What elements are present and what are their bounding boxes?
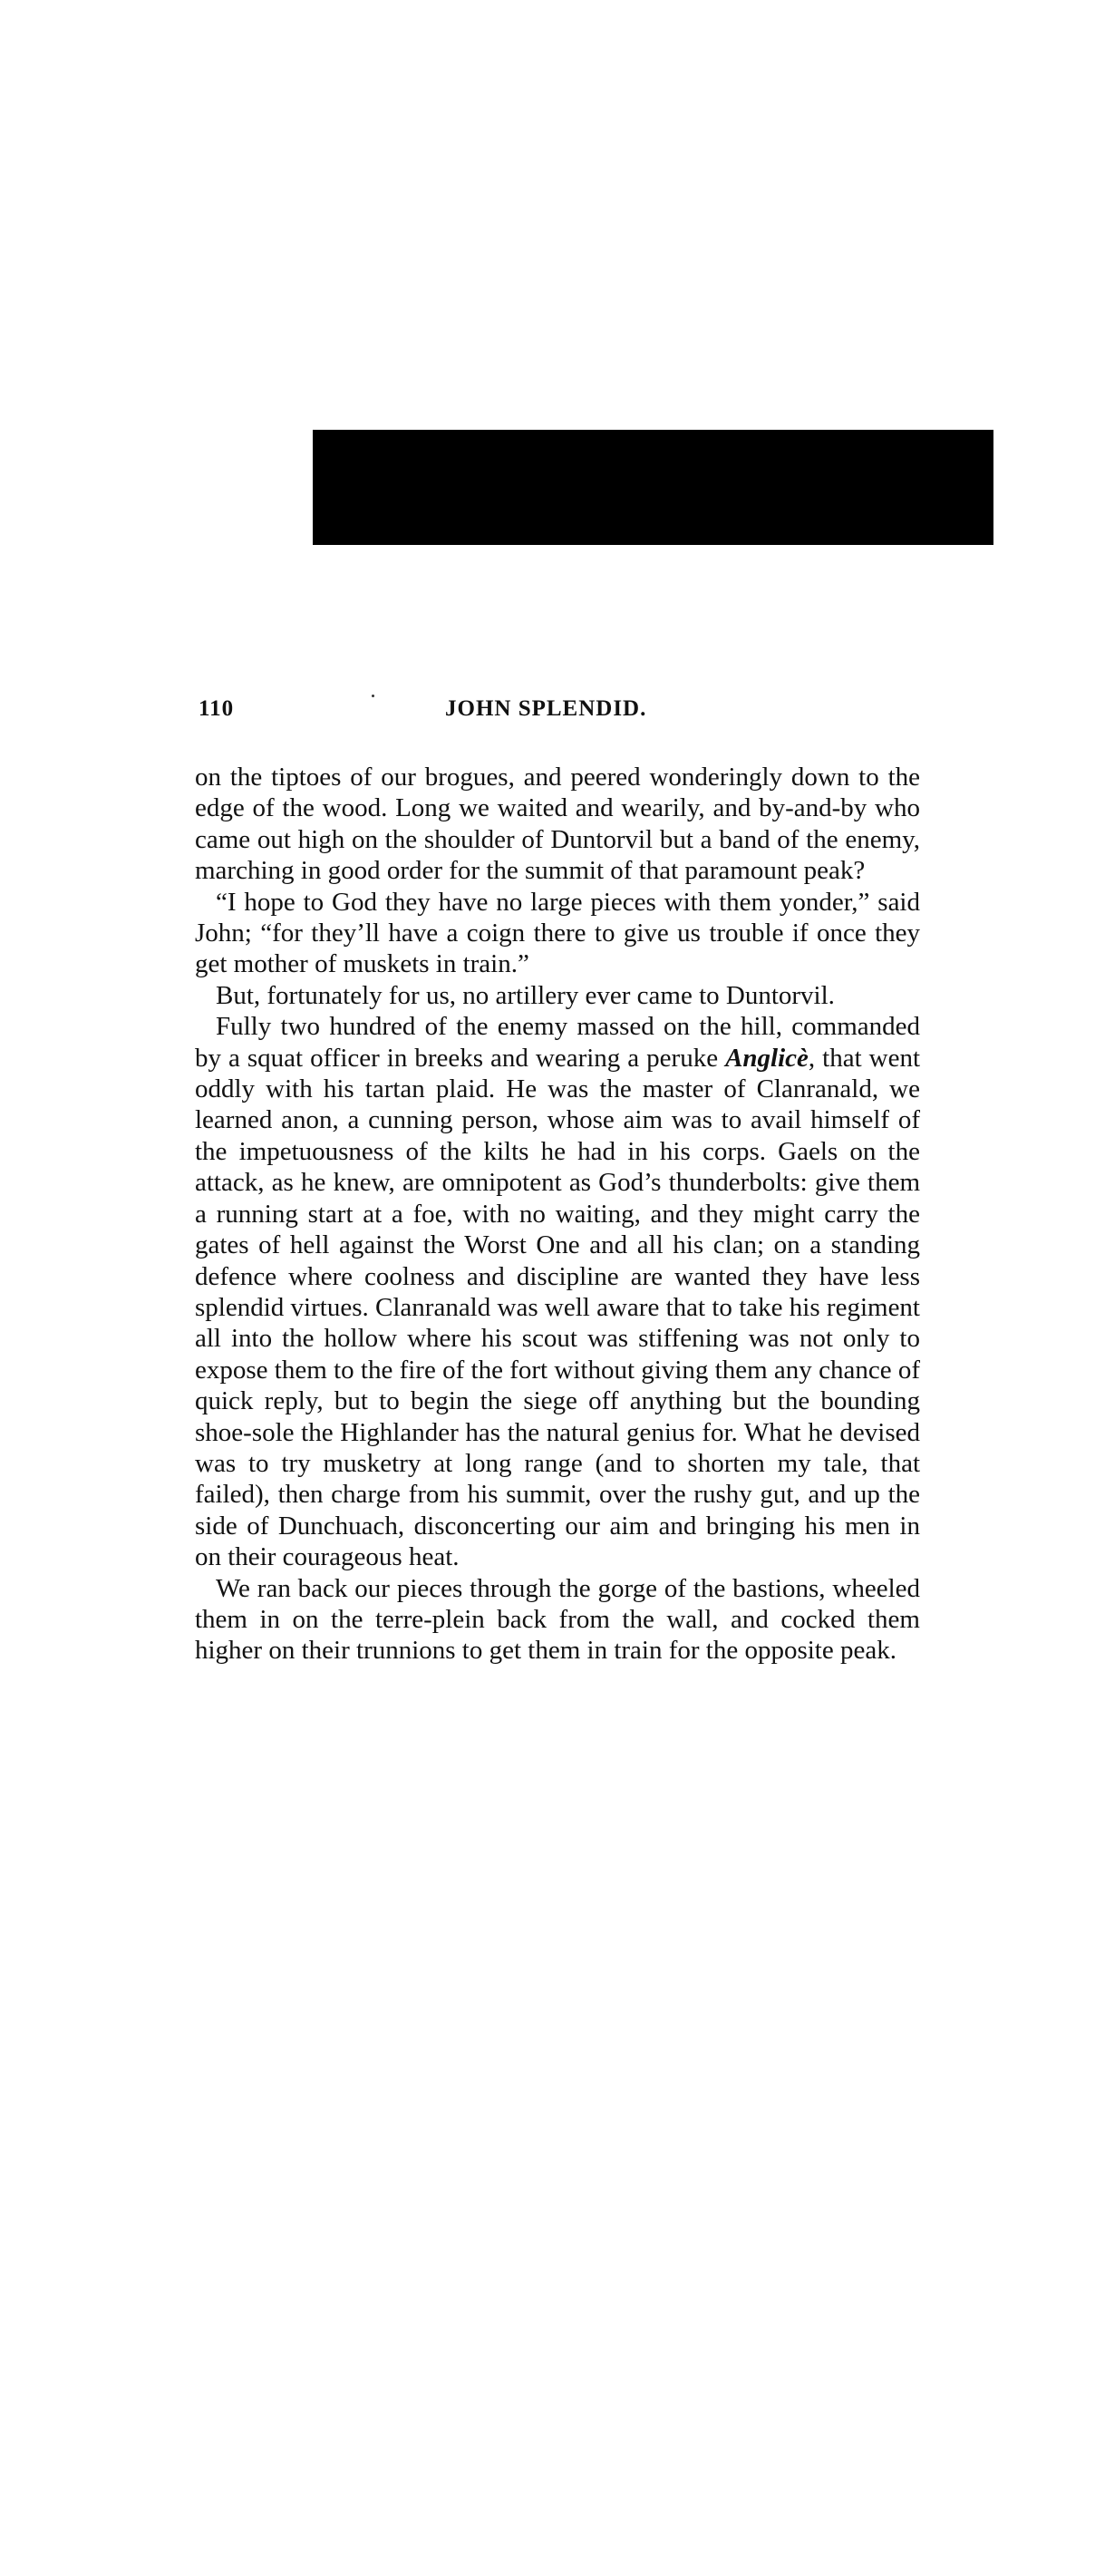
page-number: 110	[199, 696, 235, 721]
paragraph-5: We ran back our pieces through the gorge of the bastions, wheeled them in on the terre-plein back from the wall, and cocked them higher on their trunnions to get them in train for the opposite peak.	[195, 1573, 920, 1666]
paragraph-4	[195, 1011, 920, 1572]
running-title: JOHN SPLENDID.	[445, 696, 647, 721]
paragraph-3: But, fortunately for us, no artillery ever came to Duntorvil.	[216, 980, 835, 1010]
paragraph-4-after: , that went oddly with his tartan plaid. He was the master of Clanranald, we learned anon, a cunning person, whose aim was to avail himself of the impetuousness of the kilts he had in his corps. Gaels on the attack, as he knew, are omnipotent as God’s thunderbolts: give them a running start at a foe, with no waiting, and they might carry the gates of hell against the Worst One and all his clan; on a standing defence where coolness and discipline are wanted they have less splendid virtues. Clanranald was well aware that to take his regiment all into the hollow where his scout was stiffening was not only to expose them to the fire of the fort without giving them any chance of quick reply, but to begin the siege off anything but the bounding shoe-sole the Highlander has the natural genius for. What he devised was to try musketry at long range (and to shorten my tale, that failed), then charge from his summit, over the rushy gut, and up the side of Dunchuach, disconcerting our aim and bringing his men in on their courageous heat.	[195, 1043, 921, 1572]
paragraph-4-before: Fully two hundred of the enemy massed on the hill, commanded by a squat officer in breeks and wearing a peruke	[195, 1012, 920, 1073]
paragraph-2: “I hope to God they have no large pieces with them yonder,” said John; “for they’ll have a coign there to give us trouble if once they get mother of muskets in train.”	[195, 887, 920, 979]
paragraph-4-italic-word: Anglicè	[725, 1043, 809, 1073]
body-text	[195, 762, 920, 1667]
running-head	[199, 696, 924, 733]
paragraph-1: on the tiptoes of our brogues, and peered wonderingly down to the edge of the wood. Long we waited and wearily, and by-and-by who came out high on the shoulder of Duntorvil but a band of the enemy, marching in good order for the summit of that paramount peak?	[195, 763, 920, 886]
redaction-bar	[313, 430, 993, 545]
